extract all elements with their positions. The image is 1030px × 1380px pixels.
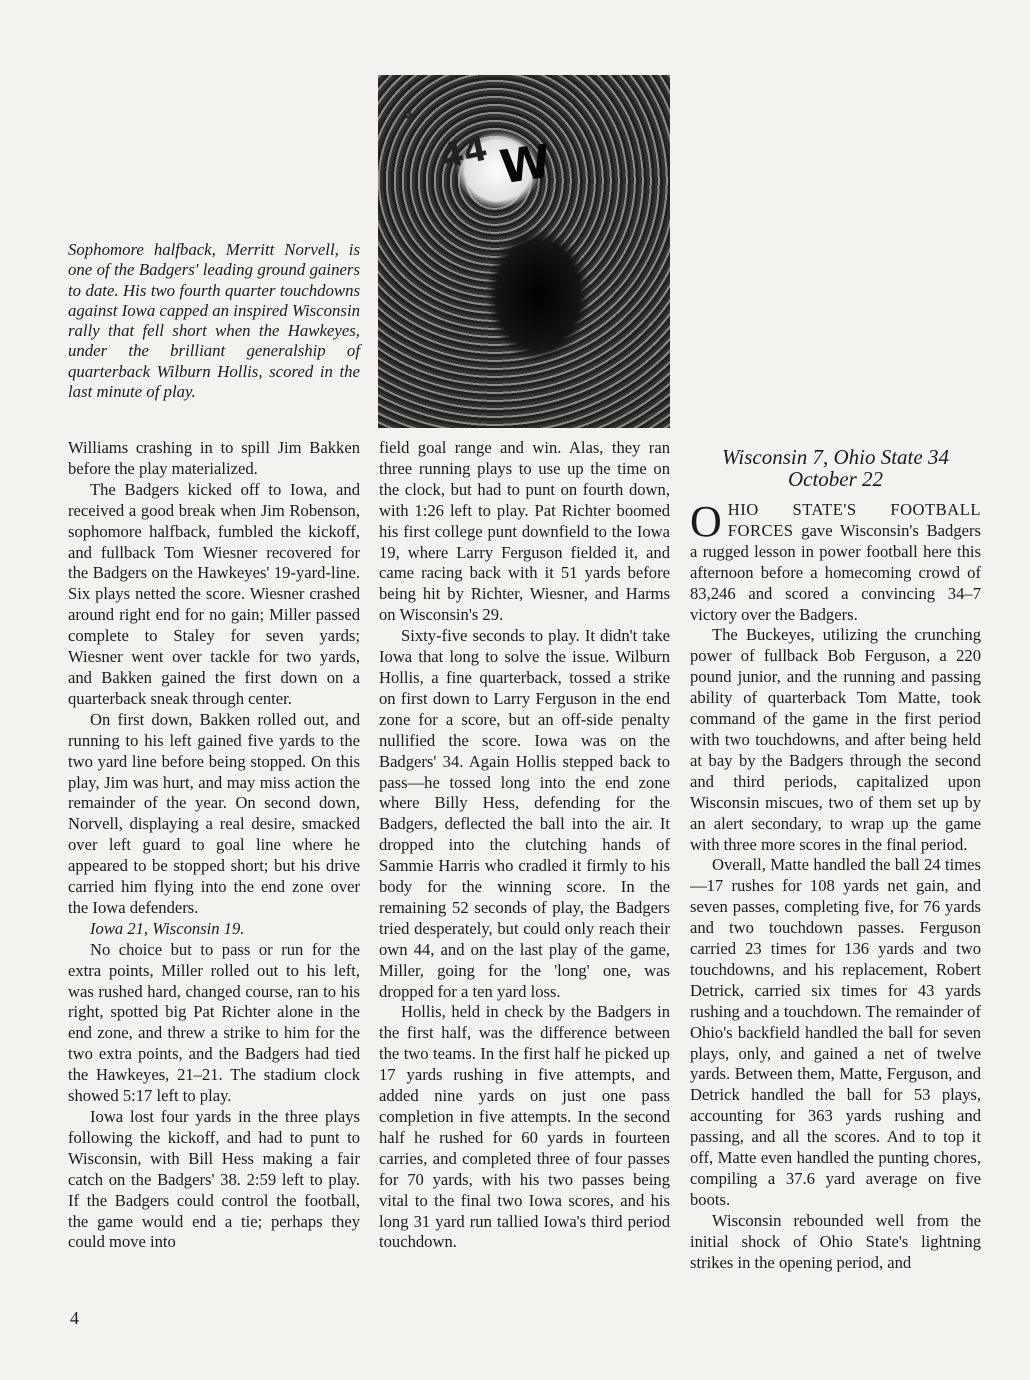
game-title-teams: Wisconsin 7, Ohio State 34: [722, 445, 949, 469]
game-title: [690, 446, 981, 490]
paragraph: The Buckeyes, utilizing the crunching power of fullback Bob Ferguson, a 220 pound junior, and the running and passing ability of quarterback Tom Matte, took command of the game in the first period with two touchdowns, and after being held at bay by the Badgers through the second and third periods, capitalized upon Wisconsin miscues, two of them set up by an alert secondary, to wrap up the game with three more scores in the final period.: [690, 625, 981, 854]
paragraph: Hollis, held in check by the Badgers in the first half, was the difference between the two teams. In the first half he picked up 17 yards rushing in five attempts, and added nine yards on just one pass completion in five attempts. In the second half he rushed for 60 yards in fourteen carries, and completed three of four passes for 70 yards, with his two passes being vital to the final two Iowa scores, and his long 31 yard run tallied Iowa's third period touchdown.: [379, 1002, 670, 1252]
lead-smallcaps: HIO STATE'S FOOTBALL FORCES: [727, 500, 981, 540]
paragraph: Wisconsin rebounded well from the initial shock of Ohio State's lightning strikes in the opening period, and: [690, 1210, 981, 1272]
page-number: 4: [70, 1308, 79, 1328]
photo-helmet-letter: W: [496, 133, 555, 195]
game-title-date: October 22: [787, 467, 884, 491]
photo-caption: Sophomore halfback, Merritt Norvell, is one of the Badgers' leading ground gainers to date. His two fourth quarter touchdowns against Iowa capped an inspired Wisconsin rally that fell short when the Hawkeyes, under the brilliant generalship of quarterback Wilburn Hollis, scored in the last minute of play.: [68, 240, 360, 402]
paragraph: Overall, Matte handled the ball 24 times—17 rushes for 108 yards net gain, and seven passes, completing five, for 76 yards and two touchdown passes. Ferguson carried 23 times for 136 yards and two touchdowns, and his replacement, Robert Detrick, carried six times for 43 yards rushing and a touchdown. The remainder of Ohio's backfield handled the ball for seven plays, only, and gained a net of twelve yards. Between them, Matte, Ferguson, and Detrick handled the ball for 53 plays, accounting for 363 yards rushing and passing, and all the scores. And to top it off, Matte even handled the punting chores, compiling a 37.6 yard average on five boots.: [690, 855, 981, 1209]
paragraph: No choice but to pass or run for the extra points, Miller rolled out to his left, was rushed hard, changed course, ran to his right, spotted big Pat Richter alone in the end zone, and threw a strike to him for the two extra points, and the Badgers had tied the Hawkeyes, 21–21. The stadium clock showed 5:17 left to play.: [68, 939, 360, 1106]
paragraph: field goal range and win. Alas, they ran three running plays to use up the time on the clock, but had to punt on fourth down, with 1:26 left to play. Pat Richter boomed his first college punt downfield to the Iowa 19, where Larry Ferguson fielded it, and came racing back with it 51 yards before being hit by Richter, Wiesner, and Harms on Wisconsin's 29.: [379, 438, 670, 625]
article-column-1: [68, 438, 360, 1253]
lead-text: gave Wisconsin's Badgers a rugged lesson in power football here this afternoon before a homecoming crowd of 83,246 and scored a convincing 34–7 victory over the Badgers.: [690, 520, 981, 624]
article-column-3: [690, 446, 981, 1274]
paragraph: Sixty-five seconds to play. It didn't take Iowa that long to solve the issue. Wilburn Hollis, a fine quarterback, tossed a strike on first down to Larry Ferguson in the end zone for a score, but an off-side penalty nullified the score. Iowa was on the Badgers' 34. Again Hollis stepped back to pass—he tossed long into the end zone where Billy Hess, defending for the Badgers, deflected the ball into the air. It dropped into the clutching hands of Sammie Harris who cradled it firmly to his body for the winning score. In the remaining 52 seconds of play, the Badgers tried desperately, but could only reach their own 44, and on the last play of the game, Miller, going for the 'long' one, was dropped for a ten yard loss.: [379, 626, 670, 1001]
lead-paragraph: [690, 497, 981, 625]
photo-jersey-number: 44: [436, 128, 491, 178]
score-heading: Iowa 21, Wisconsin 19.: [90, 918, 245, 938]
drop-cap: O: [690, 497, 722, 546]
paragraph: On first down, Bakken rolled out, and running to his left gained five yards to the two yard line before being stopped. On this play, Jim was hurt, and may miss action the remainder of the year. On second down, Norvell, displaying a real desire, smacked over left guard to goal line where he appeared to be stopped short; but his drive carried him flying into the end zone over the Iowa defenders.: [68, 709, 360, 917]
football-player-photo: [378, 75, 670, 428]
paragraph: Iowa lost four yards in the three plays following the kickoff, and had to punt to Wisconsin, with Bill Hess making a fair catch on the Badgers' 38. 2:59 left to play. If the Badgers could control the football, the game would end a tie; perhaps they could move into: [68, 1107, 360, 1252]
paragraph: Williams crashing in to spill Jim Bakken before the play materialized.: [68, 438, 360, 478]
article-column-2: [379, 438, 670, 1253]
paragraph: The Badgers kicked off to Iowa, and received a good break when Jim Robenson, sophomore halfback, fumbled the kickoff, and fullback Tom Wiesner recovered for the Badgers on the Hawkeyes' 19-yard-line. Six plays netted the score. Wiesner crashed around right end for no gain; Miller passed complete to Staley for seven yards; Wiesner went over tackle for two yards, and Bakken gained the first down on a quarterback sneak through center.: [68, 479, 360, 708]
